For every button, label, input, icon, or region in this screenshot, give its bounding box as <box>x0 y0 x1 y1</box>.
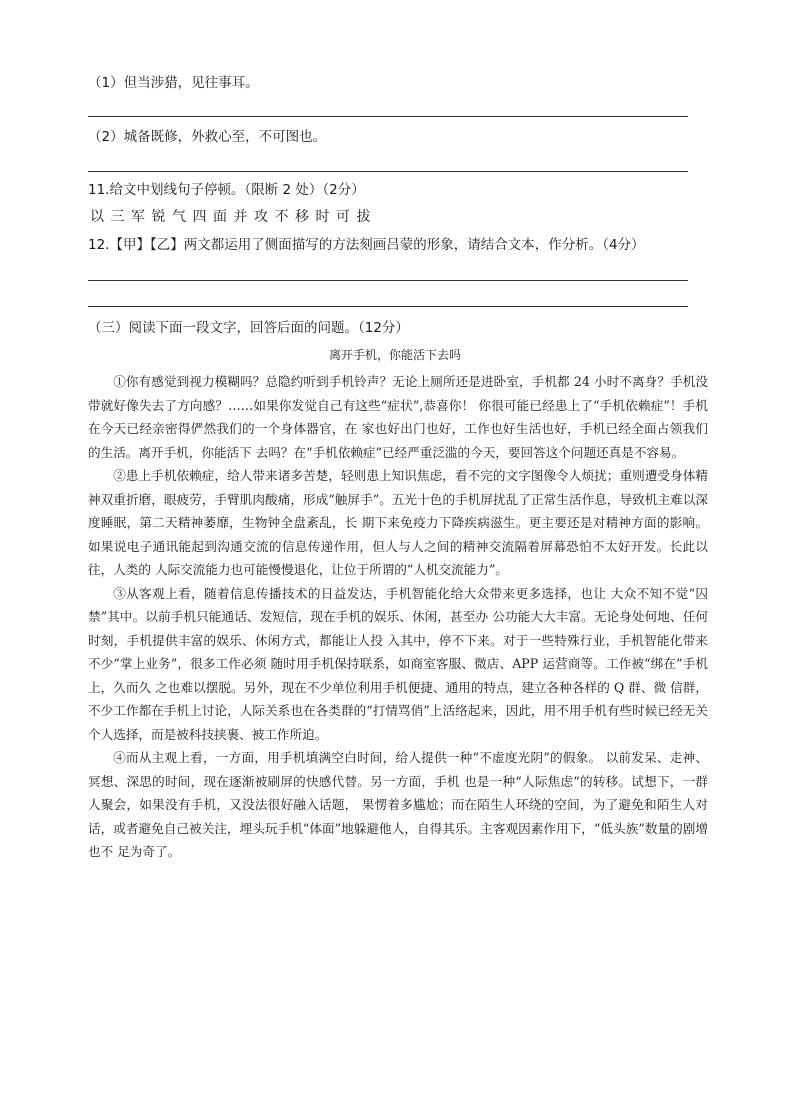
answer-line-3[interactable] <box>88 280 688 281</box>
q11-sentence: 以三军锐气四面并攻不移时可拔 <box>90 209 377 225</box>
passage-title: 离开手机，你能活下去吗 <box>328 348 461 362</box>
q12-prompt: 12.【甲】【乙】两文都运用了侧面描写的方法刻画吕蒙的形象，请结合文本，作分析。（4分） <box>88 237 645 253</box>
paragraph-2: ②患上手机依赖症，给人带来诸多苦楚，轻则患上知识焦虑，看不完的文字图像令人烦扰；重则遭受身体精神双重折磨，眼疲劳，手臂肌肉酸痛，形成“触屏手”。五光十色的手机屏扰乱了正常生活作息，导致机主难以深度睡眠，第二天精神萎靡，生物钟全盘紊乱，长 期下来免疫力下降疾病滋生。更主要还是对精神方面的影响。如果说电子通讯能起到沟通交流的信息传递作用，但人与人之间的精神交流隔着屏幕恐怕不太好开发。长此以往，人类的 人际交流能力也可能慢慢退化，让位于所谓的“人机交流能力”。 <box>88 468 708 577</box>
answer-line-4[interactable] <box>88 306 688 307</box>
paragraph-3: ③从客观上看，随着信息传播技术的日益发达，手机智能化给大众带来更多选择，也让 大众不知不觉“囚禁”其中。以前手机只能通话、发短信，现在手机的娱乐、休闲，甚至办 公功能大大丰富。无论身处何地、任何时刻，手机提供丰富的娱乐、休闲方式，都能让人投 入其中，停不下来。对于一些特殊行业，手机智能化带来不少“掌上业务”，很多工作必须 随时用手机保持联系，如商室客服、微店、APP 运营商等。工作被“绑在”手机上，久而久 之也难以摆脱。另外，现在不少单位利用手机便捷、通用的特点，建立各种各样的 Q 群、微 信群，不少工作都在手机上讨论，人际关系也在各类群的“打情骂俏”上活络起来，因此，用不用手机有些时候已经无关个人选择，而是被科技挟裹、被工作所迫。 <box>88 585 708 742</box>
paragraph-4: ④而从主观上看，一方面，用手机填满空白时间，给人提供一种“不虚度光阴”的假象。 以前发呆、走神、冥想、深思的时间，现在逐渐被刷屏的快感代替。另一方面，手机 也是一种“人际焦虑”的转移。试想下，一群人聚会，如果没有手机，又没法很好融入话题， 果愣着多尴尬；而在陌生人环绕的空间，为了避免和陌生人对话，或者避免自己被关注，埋头玩手机“体面”地躲避他人，自得其乐。主客观因素作用下，“低头族”数量的剧增也不 足为奇了。 <box>88 750 708 859</box>
answer-line-1[interactable] <box>88 116 688 117</box>
passage <box>88 370 708 864</box>
q1-sentence-1: （1）但当涉猎，见往事耳。 <box>88 75 259 91</box>
answer-line-2[interactable] <box>88 171 688 172</box>
q11-prompt: 11.给文中划线句子停顿。（限断 2 处）（2分） <box>88 182 365 198</box>
section3-heading: （三）阅读下面一段文字，回答后面的问题。（12分） <box>88 320 409 336</box>
paragraph-1: ①你有感觉到视力模糊吗？总隐约听到手机铃声？无论上厕所还是进卧室，手机都 24 小时不离身？手机没带就好像失去了方向感？……如果你发觉自己有这些“症状”,恭喜你！ 你很可能已经患上了“手机依赖症”！手机在今天已经亲密得俨然我们的一个身体器官，在 家也好出门也好，工作也好生活也好，手机已经全面占领我们的生活。离开手机，你能活下 去吗？在“手机依赖症”已经严重泛滥的今天，要回答这个问题还真是不容易。 <box>88 374 708 460</box>
q1-sentence-2: （2）城备既修，外救心至，不可图也。 <box>88 129 327 145</box>
